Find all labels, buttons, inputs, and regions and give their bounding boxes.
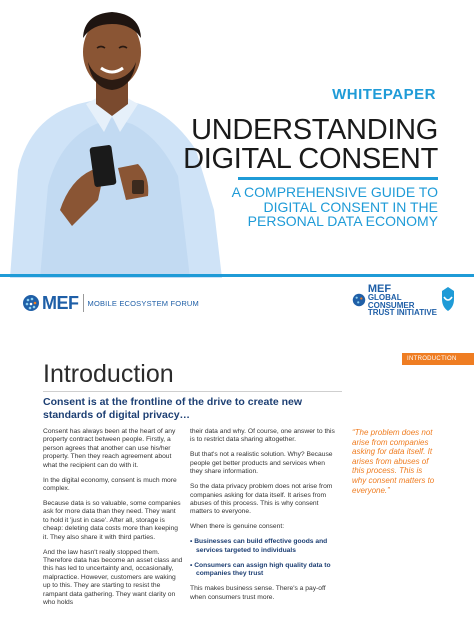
pull-quote: “The problem does not arise from companies asking for data itself. It arises from abuses of this process. This is why consent matters to everyone.” <box>352 428 435 495</box>
mef-forum-name: MOBILE ECOSYSTEM FORUM <box>87 298 199 308</box>
mef-wordmark: MEF <box>42 292 79 313</box>
paragraph: So the data privacy problem does not arise from companies asking for data itself. It arises from abuses of this process. This is why consent matters to everyone. <box>190 483 333 516</box>
paragraph: Consent has always been at the heart of any property contract between people. Firstly, a person agrees that another can use his/her property. Then they reach agreement about what the recipient can do with it. <box>43 428 176 469</box>
paragraph: Because data is so valuable, some companies ask for more data than they need. They want to hold it 'just in case'. After all, storage is cheap: deleting data costs more than keeping it. They also share it with third parties. <box>43 500 181 541</box>
subtitle-line: DIGITAL CONSENT IN THE <box>263 198 438 215</box>
gcti-logo <box>352 284 456 317</box>
document-subtitle <box>208 185 438 229</box>
bullet-item: • Businesses can build effective goods and services targeted to individuals <box>190 538 328 554</box>
paragraph: When there is genuine consent: <box>190 523 285 531</box>
paragraph: their data and why. Of course, one answer to this is to restrict data sharing altogether. <box>190 428 335 444</box>
heading-rule <box>43 391 342 392</box>
standfirst: Consent is at the frontline of the drive to create new standards of digital privacy… <box>43 396 303 421</box>
title-line: UNDERSTANDING <box>191 114 438 146</box>
title-line: DIGITAL CONSENT <box>183 143 438 175</box>
document-title <box>183 116 438 174</box>
gcti-line: CONSUMER <box>367 300 415 310</box>
globe-icon <box>352 293 366 307</box>
mef-logo <box>22 292 199 314</box>
subtitle-line: PERSONAL DATA ECONOMY <box>247 213 438 229</box>
body-column-2 <box>190 428 336 609</box>
title-divider <box>238 177 438 180</box>
paragraph: But that's not a realistic solution. Why? Because people get better products and services when they share information. <box>190 451 333 476</box>
hero-bottom-rule <box>0 274 474 277</box>
globe-icon <box>22 294 40 312</box>
paragraph: This makes business sense. There's a pay-off when consumers trust more. <box>190 585 326 601</box>
logo-divider <box>83 294 84 312</box>
gcti-line: GLOBAL <box>367 293 402 302</box>
logo-strip <box>0 278 474 324</box>
paragraph: In the digital economy, consent is much more complex. <box>43 476 177 493</box>
whitepaper-label: WHITEPAPER <box>332 86 436 103</box>
gcti-mef-line: MEF <box>367 283 392 295</box>
body-column-1 <box>43 428 183 614</box>
gcti-wordmark <box>368 284 437 317</box>
subtitle-line: A COMPREHENSIVE GUIDE TO <box>231 184 438 200</box>
section-heading: Introduction <box>43 360 174 388</box>
hero-banner <box>0 0 474 278</box>
section-tag: INTRODUCTION <box>402 353 474 365</box>
shield-hands-icon <box>440 285 456 315</box>
paragraph: And the law hasn't really stopped them. Therefore data has become an asset class and this has led to uncertainty and, occasionally, malpractice. However, customers are waking up to this. They are starting to resist the rampant data gathering. They want clarity on who holds <box>43 548 183 607</box>
gcti-line: TRUST INITIATIVE <box>367 308 437 317</box>
bullet-item: • Consumers can assign high quality data to companies they trust <box>190 561 331 578</box>
